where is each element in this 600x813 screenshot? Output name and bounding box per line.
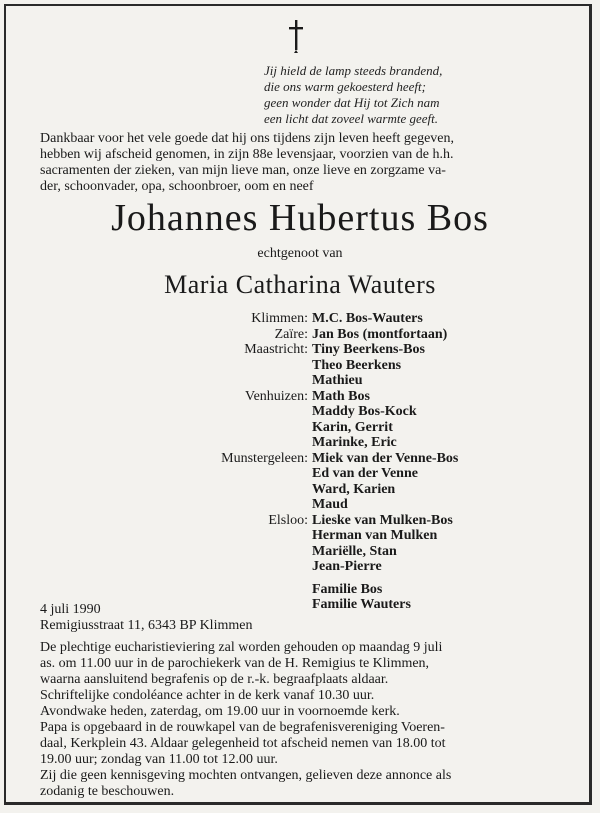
cross-icon [286,18,306,54]
family-member: Jan Bos (montfortaan) [312,326,448,342]
notice-line: Avondwake heden, zaterdag, om 19.00 uur in voornoemde kerk. [40,704,400,719]
family-list [150,311,570,613]
intro-line: der, schoonvader, opa, schoonbroer, oom en neef [40,179,314,194]
family-place: Venhuizen: [245,388,308,404]
notice-details [40,602,560,800]
family-row [150,528,570,544]
family-place [150,544,312,560]
family-place [150,358,312,374]
family-row [150,327,570,343]
family-place: Klimmen: [251,311,308,326]
family-row [150,404,570,420]
family-row [150,513,570,529]
notice-line: Papa is opgebaard in de rouwkapel van de begrafenisvereniging Voeren- [40,720,445,735]
family-member: Lieske van Mulken-Bos [312,512,453,528]
family-member: Tiny Beerkens-Bos [312,342,425,357]
family-place [150,466,312,482]
notice-line: Zij die geen kennisgeving mochten ontvangen, gelieven deze annonce als [40,768,452,783]
notice-line: waarna aansluitend begrafenis op de r.-k. begraafplaats aldaar. [40,672,389,687]
family-place: Zaïre: [274,326,308,342]
family-member: Familie Bos [312,581,383,597]
family-member: Ward, Karien [312,481,396,497]
spouse-name: Maria Catharina Wauters [164,270,436,299]
family-member: Jean-Pierre [312,559,382,574]
family-row [150,389,570,405]
family-row [150,451,570,467]
notice-line: zodanig te beschouwen. [40,784,175,799]
family-row [150,497,570,513]
family-row [150,342,570,358]
family-row [150,482,570,498]
notice-date: 4 juli 1990 [40,602,101,617]
family-row [150,311,570,327]
notice-address: Remigiusstraat 11, 6343 BP Klimmen [40,618,253,633]
family-place [150,559,312,575]
family-place: Elsloo: [268,512,308,528]
family-row [150,544,570,560]
family-place [150,435,312,451]
family-row [150,420,570,436]
notice-line: daal, Kerkplein 43. Aldaar gelegenheid tot afscheid nemen van 18.00 tot [40,736,446,751]
family-member: Maddy Bos-Kock [312,404,417,419]
family-member: Herman van Mulken [312,528,438,543]
family-row [150,373,570,389]
family-place [150,373,312,389]
spouse-label: echtgenoot van [257,246,343,261]
intro-paragraph [40,131,565,195]
intro-line: sacramenten der zieken, van mijn lieve man, onze lieve en zorgzame va- [40,163,446,178]
family-member: M.C. Bos-Wauters [312,311,423,326]
notice-line: as. om 11.00 uur in de parochiekerk van de H. Remigius te Klimmen, [40,656,430,671]
family-row [150,435,570,451]
family-place [150,404,312,420]
poem-line: die ons warm gekoesterd heeft; [264,79,426,94]
poem [264,63,554,127]
notice-line: De plechtige eucharistieviering zal worden gehouden op maandag 9 juli [40,640,443,655]
family-member: Maud [312,497,348,512]
notice-line: Schriftelijke condoléance achter in de kerk vanaf 10.30 uur. [40,688,375,703]
intro-line: hebben wij afscheid genomen, in zijn 88e levensjaar, voorzien van de h.h. [40,147,454,162]
poem-line: een licht dat zoveel warmte geeft. [264,111,439,126]
notice-line: 19.00 uur; zondag van 11.00 tot 12.00 uur. [40,752,278,767]
family-row [150,358,570,374]
poem-line: geen wonder dat Hij tot Zich nam [264,95,440,110]
poem-line: Jij hield de lamp steeds brandend, [264,63,443,78]
family-member: Theo Beerkens [312,357,402,373]
family-member: Karin, Gerrit [312,419,393,435]
family-place: Munstergeleen: [221,450,308,466]
family-place: Maastricht: [244,342,308,357]
family-member: Marinke, Eric [312,435,397,450]
family-place [150,497,312,513]
family-member: Mariëlle, Stan [312,543,397,559]
intro-line: Dankbaar voor het vele goede dat hij ons tijdens zijn leven heeft gegeven, [40,131,455,146]
family-place [150,420,312,436]
family-row [150,582,570,598]
family-member: Familie Wauters [312,597,411,612]
deceased-name: Johannes Hubertus Bos [111,197,489,239]
family-row [150,466,570,482]
family-row [150,559,570,575]
family-member: Math Bos [312,388,370,404]
family-place [150,582,312,598]
family-member: Mathieu [312,373,363,388]
family-place [150,528,312,544]
family-member: Miek van der Venne-Bos [312,450,459,466]
family-place [150,482,312,498]
family-member: Ed van der Venne [312,466,418,481]
